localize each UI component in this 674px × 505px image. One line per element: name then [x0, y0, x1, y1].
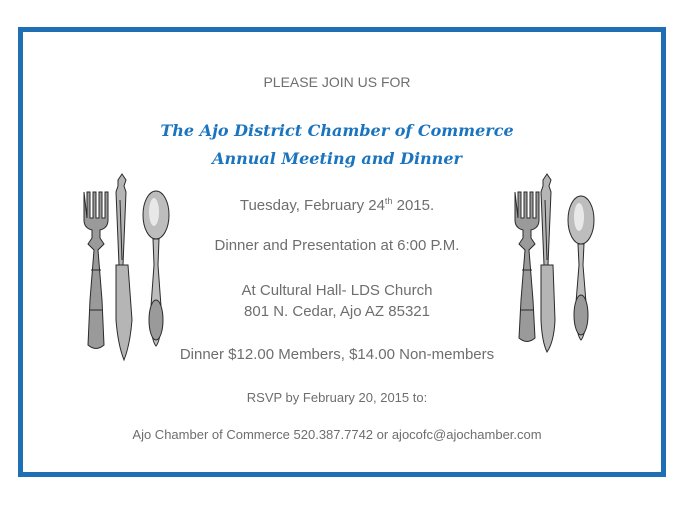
event-venue: At Cultural Hall- LDS Church	[241, 282, 433, 299]
contact-text: Ajo Chamber of Commerce 520.387.7742 or ajocofc@ajochamber.com	[132, 427, 542, 442]
event-address: 801 N. Cedar, Ajo AZ 85321	[244, 303, 430, 320]
event-date-main: Tuesday, February 24	[239, 197, 385, 214]
event-date	[0, 196, 674, 214]
fork-icon	[84, 192, 108, 349]
dinner-price: Dinner $12.00 Members, $14.00 Non-members	[179, 346, 495, 363]
rsvp-text: RSVP by February 20, 2015 to:	[246, 390, 428, 405]
event-date-year: 2015.	[392, 197, 435, 214]
spoon-icon	[143, 191, 169, 346]
event-date-superscript: th	[384, 196, 393, 206]
event-title-line2: Annual Meeting and Dinner	[212, 149, 462, 168]
intro-text: PLEASE JOIN US FOR	[263, 74, 411, 90]
event-title-line1: The Ajo District Chamber of Commerce	[160, 121, 514, 140]
event-time: Dinner and Presentation at 6:00 P.M.	[214, 237, 460, 254]
